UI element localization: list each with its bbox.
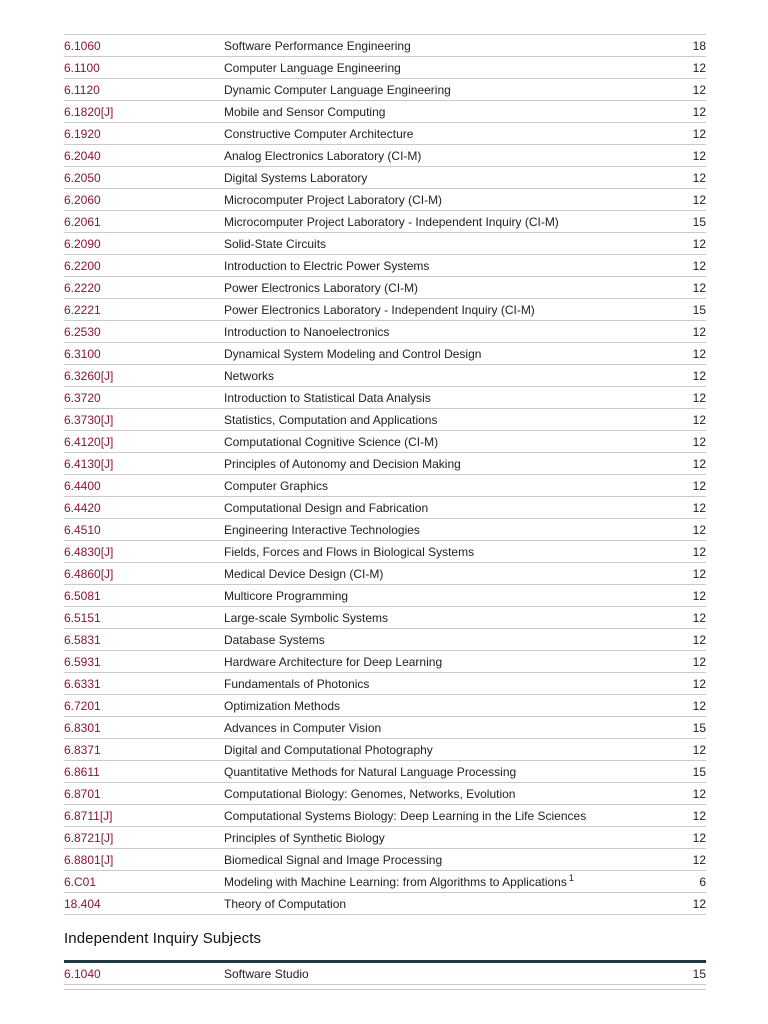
subject-title-text: Optimization Methods	[224, 698, 341, 713]
subject-title-text: Hardware Architecture for Deep Learning	[224, 654, 443, 669]
subject-number-link[interactable]: 6.2530	[64, 321, 224, 343]
subject-units: 12	[664, 365, 706, 387]
subject-title-text: Computer Language Engineering	[224, 60, 401, 75]
subject-title-text: Fundamentals of Photonics	[224, 676, 370, 691]
subjects-table	[64, 34, 706, 915]
subject-units: 12	[664, 79, 706, 101]
subject-title-text: Computational Cognitive Science (CI-M)	[224, 434, 439, 449]
subject-number-link[interactable]: 6.4510	[64, 519, 224, 541]
subject-units: 12	[664, 123, 706, 145]
subject-title-text: Multicore Programming	[224, 588, 349, 603]
subject-title-text: Fields, Forces and Flows in Biological Systems	[224, 544, 475, 559]
subject-title-text: Analog Electronics Laboratory (CI-M)	[224, 148, 422, 163]
subject-number-link[interactable]: 6.4130[J]	[64, 453, 224, 475]
subject-title	[224, 211, 664, 233]
subject-number-link[interactable]: 6.4860[J]	[64, 563, 224, 585]
table-row	[64, 849, 706, 871]
subject-units: 18	[664, 35, 706, 57]
table-row	[64, 519, 706, 541]
subject-number-link[interactable]: 6.1120	[64, 79, 224, 101]
independent-inquiry-table	[64, 963, 706, 985]
subject-title	[224, 453, 664, 475]
subject-title	[224, 409, 664, 431]
subject-title	[224, 387, 664, 409]
subject-number-link[interactable]: 6.4420	[64, 497, 224, 519]
subject-title-text: Constructive Computer Architecture	[224, 126, 414, 141]
subject-title-text: Medical Device Design (CI-M)	[224, 566, 384, 581]
table-row	[64, 563, 706, 585]
table-row	[64, 607, 706, 629]
table-row	[64, 695, 706, 717]
table-row	[64, 651, 706, 673]
subject-units: 12	[664, 387, 706, 409]
subject-title-text: Power Electronics Laboratory (CI-M)	[224, 280, 419, 295]
subject-title-text: Software Performance Engineering	[224, 38, 411, 53]
subject-number-link[interactable]: 6.8301	[64, 717, 224, 739]
subject-title	[224, 871, 664, 893]
subject-units: 12	[664, 673, 706, 695]
subject-number-link[interactable]: 6.2221	[64, 299, 224, 321]
subject-title	[224, 695, 664, 717]
subject-number-link[interactable]: 6.1820[J]	[64, 101, 224, 123]
subject-title-text: Microcomputer Project Laboratory - Independent Inquiry (CI-M)	[224, 214, 559, 229]
subject-title-text: Solid-State Circuits	[224, 236, 327, 251]
subject-units: 12	[664, 189, 706, 211]
subject-title-text: Introduction to Nanoelectronics	[224, 324, 390, 339]
subject-number-link[interactable]: 6.2060	[64, 189, 224, 211]
subject-number-link[interactable]: 6.2040	[64, 145, 224, 167]
subject-title-text: Database Systems	[224, 632, 325, 647]
subject-title	[224, 233, 664, 255]
table-row	[64, 827, 706, 849]
table-row	[64, 189, 706, 211]
subject-title-text: Power Electronics Laboratory - Independent Inquiry (CI-M)	[224, 302, 535, 317]
subject-title	[224, 299, 664, 321]
subject-number-link[interactable]: 6.6331	[64, 673, 224, 695]
table-row	[64, 629, 706, 651]
subject-title	[224, 585, 664, 607]
subject-title	[224, 497, 664, 519]
bottom-divider	[64, 989, 706, 990]
subject-units: 12	[664, 563, 706, 585]
subject-units: 12	[664, 739, 706, 761]
subject-title	[224, 35, 664, 57]
subject-number-link[interactable]: 6.C01	[64, 871, 224, 893]
subject-number-link[interactable]: 6.3100	[64, 343, 224, 365]
subject-title-text: Theory of Computation	[224, 896, 347, 911]
subject-number-link[interactable]: 6.5081	[64, 585, 224, 607]
table-row	[64, 255, 706, 277]
subject-units: 12	[664, 321, 706, 343]
subject-title	[224, 255, 664, 277]
subject-title-text: Computational Design and Fabrication	[224, 500, 429, 515]
subject-title	[224, 963, 664, 985]
subject-units: 12	[664, 541, 706, 563]
table-row	[64, 123, 706, 145]
subject-units: 12	[664, 783, 706, 805]
subject-title-text: Networks	[224, 368, 275, 383]
subject-number-link[interactable]: 6.4400	[64, 475, 224, 497]
subject-units: 15	[664, 963, 706, 985]
subject-units: 12	[664, 277, 706, 299]
subject-title	[224, 475, 664, 497]
subject-title-text: Digital Systems Laboratory	[224, 170, 368, 185]
subject-title	[224, 57, 664, 79]
subject-units: 12	[664, 651, 706, 673]
subject-units: 12	[664, 145, 706, 167]
table-row	[64, 233, 706, 255]
subject-number-link[interactable]: 6.1060	[64, 35, 224, 57]
subject-number-link[interactable]: 6.8701	[64, 783, 224, 805]
subject-title	[224, 849, 664, 871]
table-row	[64, 739, 706, 761]
table-row	[64, 387, 706, 409]
table-row	[64, 475, 706, 497]
subject-title	[224, 563, 664, 585]
subject-number-link[interactable]: 6.5151	[64, 607, 224, 629]
table-row	[64, 299, 706, 321]
subject-title	[224, 277, 664, 299]
independent-inquiry-table-body	[64, 963, 706, 985]
subject-title	[224, 365, 664, 387]
subject-units: 15	[664, 717, 706, 739]
subject-number-link[interactable]: 6.5931	[64, 651, 224, 673]
subject-number-link[interactable]: 6.8711[J]	[64, 805, 224, 827]
subject-title-text: Digital and Computational Photography	[224, 742, 433, 757]
subject-number-link[interactable]: 6.8611	[64, 761, 224, 783]
subject-title	[224, 651, 664, 673]
subject-title-text: Principles of Autonomy and Decision Making	[224, 456, 461, 471]
table-row	[64, 783, 706, 805]
subject-title	[224, 607, 664, 629]
subject-title-text: Advances in Computer Vision	[224, 720, 382, 735]
subject-number-link[interactable]: 6.2050	[64, 167, 224, 189]
subject-title	[224, 123, 664, 145]
subject-title	[224, 629, 664, 651]
table-row	[64, 453, 706, 475]
subject-number-link[interactable]: 6.3720	[64, 387, 224, 409]
subjects-table-body	[64, 35, 706, 915]
subject-units: 12	[664, 453, 706, 475]
subject-title	[224, 761, 664, 783]
subject-title-text: Quantitative Methods for Natural Language Processing	[224, 764, 517, 779]
table-row	[64, 277, 706, 299]
subject-number-link[interactable]: 6.7201	[64, 695, 224, 717]
subject-title	[224, 431, 664, 453]
table-row	[64, 343, 706, 365]
subject-title	[224, 783, 664, 805]
subject-units: 12	[664, 585, 706, 607]
subject-units: 12	[664, 497, 706, 519]
subject-number-link[interactable]: 6.4830[J]	[64, 541, 224, 563]
subject-number-link[interactable]: 6.4120[J]	[64, 431, 224, 453]
footnote-marker: 1	[568, 872, 574, 883]
subject-units: 12	[664, 167, 706, 189]
subject-number-link[interactable]: 6.8801[J]	[64, 849, 224, 871]
subject-units: 12	[664, 607, 706, 629]
subject-title-text: Statistics, Computation and Applications	[224, 412, 438, 427]
subject-units: 12	[664, 343, 706, 365]
table-row	[64, 585, 706, 607]
subject-units: 12	[664, 629, 706, 651]
subject-units: 12	[664, 805, 706, 827]
subject-title-text: Computational Systems Biology: Deep Learning in the Life Sciences	[224, 808, 587, 823]
subject-title-text: Principles of Synthetic Biology	[224, 830, 385, 845]
subject-title	[224, 805, 664, 827]
table-row	[64, 673, 706, 695]
subject-units: 12	[664, 255, 706, 277]
table-row	[64, 167, 706, 189]
subject-units: 12	[664, 695, 706, 717]
subject-number-link[interactable]: 6.2061	[64, 211, 224, 233]
subject-number-link[interactable]: 6.1100	[64, 57, 224, 79]
subject-title	[224, 167, 664, 189]
table-row	[64, 717, 706, 739]
subject-units: 12	[664, 101, 706, 123]
subject-title-text: Introduction to Statistical Data Analysis	[224, 390, 431, 405]
table-row	[64, 871, 706, 893]
subject-title-text: Microcomputer Project Laboratory (CI-M)	[224, 192, 443, 207]
table-row	[64, 321, 706, 343]
subject-title	[224, 343, 664, 365]
subject-title-text: Computer Graphics	[224, 478, 329, 493]
subject-units: 15	[664, 299, 706, 321]
subject-title-text: Computational Biology: Genomes, Networks, Evolution	[224, 786, 516, 801]
subject-units: 15	[664, 211, 706, 233]
subject-number-link[interactable]: 6.1920	[64, 123, 224, 145]
subject-title-text: Introduction to Electric Power Systems	[224, 258, 430, 273]
subject-title	[224, 145, 664, 167]
subject-number-link[interactable]: 6.8721[J]	[64, 827, 224, 849]
subject-number-link[interactable]: 6.1040	[64, 963, 224, 985]
table-row	[64, 409, 706, 431]
subject-units: 15	[664, 761, 706, 783]
subject-number-link[interactable]: 6.8371	[64, 739, 224, 761]
subject-units: 12	[664, 431, 706, 453]
subject-title	[224, 321, 664, 343]
subject-number-link[interactable]: 6.3730[J]	[64, 409, 224, 431]
independent-inquiry-list	[64, 960, 706, 990]
subject-title	[224, 541, 664, 563]
table-row	[64, 57, 706, 79]
subject-number-link[interactable]: 6.2090	[64, 233, 224, 255]
table-row	[64, 365, 706, 387]
subject-units: 12	[664, 57, 706, 79]
subject-title-text: Biomedical Signal and Image Processing	[224, 852, 443, 867]
table-row	[64, 145, 706, 167]
table-row	[64, 35, 706, 57]
table-row	[64, 211, 706, 233]
section-heading-independent-inquiry: Independent Inquiry Subjects	[64, 930, 262, 947]
subject-units: 12	[664, 233, 706, 255]
subject-units: 12	[664, 849, 706, 871]
subject-title-text: Mobile and Sensor Computing	[224, 104, 386, 119]
subject-title	[224, 717, 664, 739]
subject-title-text: Software Studio	[224, 966, 309, 981]
subject-units: 12	[664, 475, 706, 497]
table-row	[64, 805, 706, 827]
subject-title	[224, 189, 664, 211]
subject-number-link[interactable]: 6.3260[J]	[64, 365, 224, 387]
table-row	[64, 541, 706, 563]
subject-title	[224, 79, 664, 101]
subject-title	[224, 519, 664, 541]
subject-title	[224, 893, 664, 915]
table-row	[64, 431, 706, 453]
table-row	[64, 963, 706, 985]
subject-units: 12	[664, 827, 706, 849]
table-row	[64, 893, 706, 915]
subject-title-text: Dynamic Computer Language Engineering	[224, 82, 451, 97]
subject-units: 12	[664, 893, 706, 915]
subject-title-text: Modeling with Machine Learning: from Algorithms to Applications	[224, 874, 567, 889]
table-row	[64, 101, 706, 123]
subject-title-text: Large-scale Symbolic Systems	[224, 610, 389, 625]
subject-title	[224, 673, 664, 695]
subject-title-text: Dynamical System Modeling and Control Design	[224, 346, 482, 361]
subject-number-link[interactable]: 6.2200	[64, 255, 224, 277]
subject-title	[224, 827, 664, 849]
subject-title	[224, 101, 664, 123]
subject-list	[64, 34, 706, 915]
table-row	[64, 761, 706, 783]
table-row	[64, 497, 706, 519]
subject-title	[224, 739, 664, 761]
subject-number-link[interactable]: 6.5831	[64, 629, 224, 651]
table-row	[64, 79, 706, 101]
subject-number-link[interactable]: 6.2220	[64, 277, 224, 299]
subject-title-text: Engineering Interactive Technologies	[224, 522, 420, 537]
subject-number-link[interactable]: 18.404	[64, 893, 224, 915]
subject-units: 12	[664, 519, 706, 541]
subject-units: 12	[664, 409, 706, 431]
subject-units: 6	[664, 871, 706, 893]
